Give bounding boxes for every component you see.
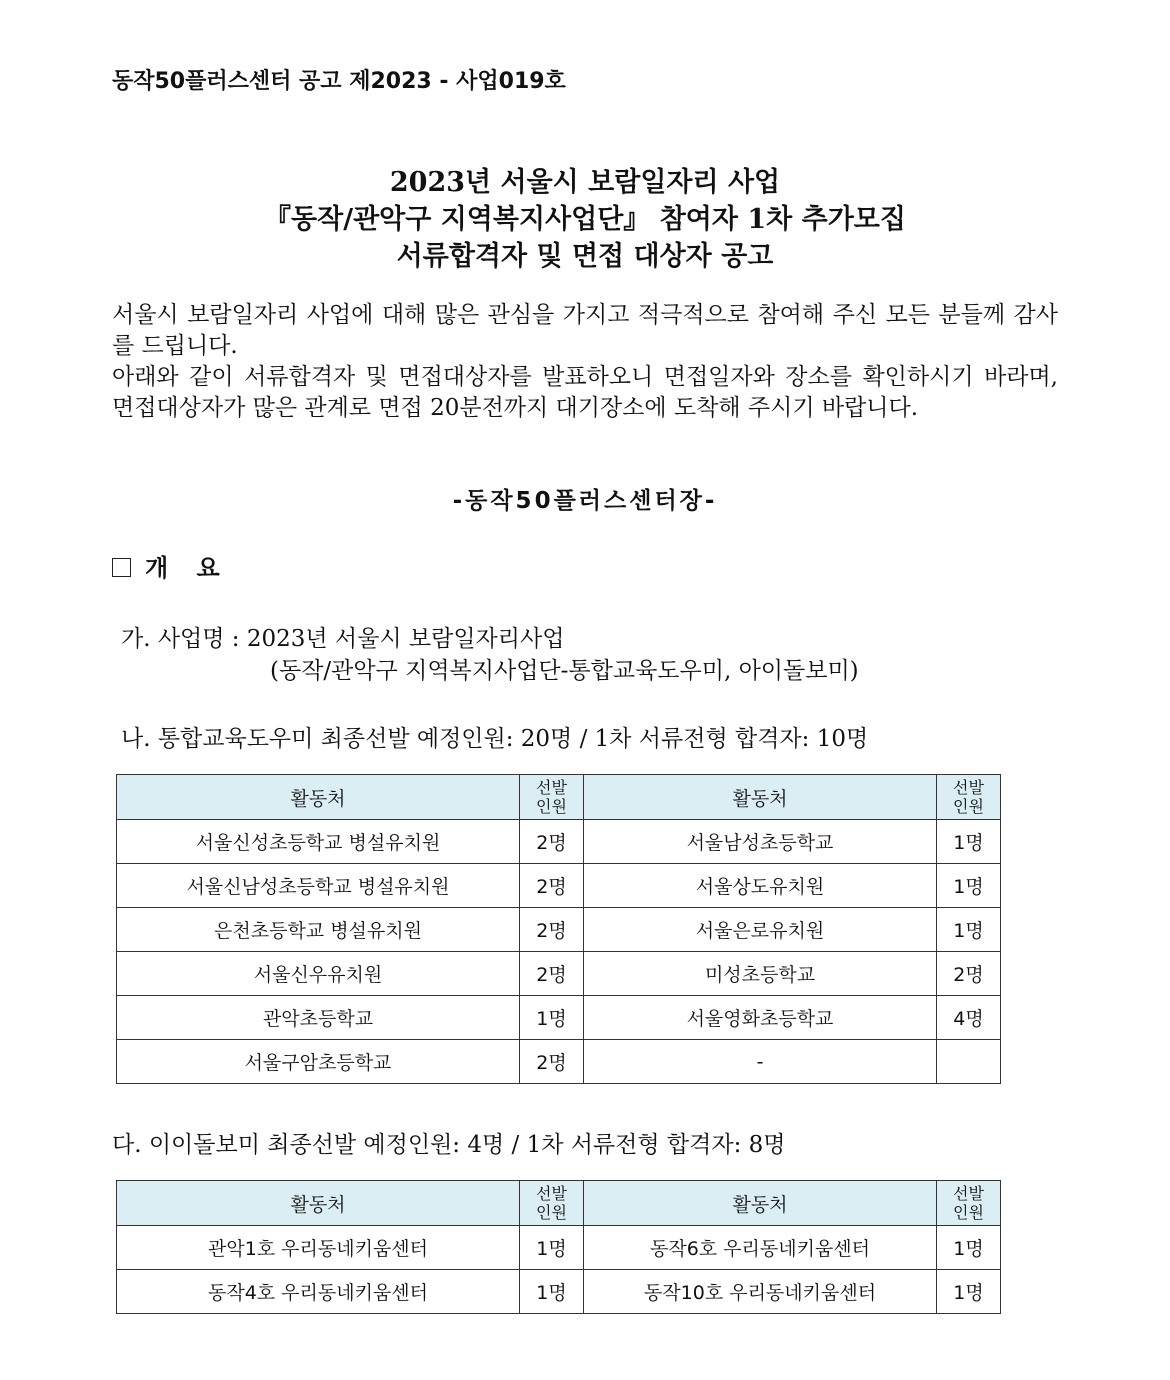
col-header-count: 선발 인원 bbox=[520, 1181, 584, 1226]
count-cell: 2명 bbox=[520, 952, 584, 996]
checkbox-square-icon bbox=[112, 558, 131, 577]
table-helpers bbox=[116, 774, 1001, 1084]
place-cell: 서울신성초등학교 병설유치원 bbox=[117, 820, 520, 864]
intro-paragraph-1: 서울시 보람일자리 사업에 대해 많은 관심을 가지고 적극적으로 참여해 주신 모든 분들께 감사를 드립니다. bbox=[112, 302, 1058, 359]
place-cell: 서울신남성초등학교 병설유치원 bbox=[117, 864, 520, 908]
place-cell: 동작10호 우리동네키움센터 bbox=[584, 1270, 937, 1314]
count-cell: 1명 bbox=[937, 1270, 1001, 1314]
table-row bbox=[117, 864, 1001, 908]
title-line-1: 2023년 서울시 보람일자리 사업 bbox=[389, 167, 781, 198]
count-cell: 2명 bbox=[520, 820, 584, 864]
place-cell: 미성초등학교 bbox=[584, 952, 937, 996]
count-cell: 1명 bbox=[937, 864, 1001, 908]
count-cell: 2명 bbox=[520, 1040, 584, 1084]
table-row bbox=[117, 1270, 1001, 1314]
count-cell: 1명 bbox=[937, 908, 1001, 952]
count-cell: 1명 bbox=[937, 1226, 1001, 1270]
table-row bbox=[117, 908, 1001, 952]
item-b-label: 나. 통합교육도우미 최종선발 예정인원: 20명 / 1차 서류전형 합격자: 10명 bbox=[121, 726, 869, 752]
col-header-count: 선발 인원 bbox=[520, 775, 584, 820]
place-cell: 서울상도유치원 bbox=[584, 864, 937, 908]
col-header-place: 활동처 bbox=[117, 1181, 520, 1226]
table-row bbox=[117, 996, 1001, 1040]
title-line-2: 『동작/관악구 지역복지사업단』 참여자 1차 추가모집 bbox=[264, 204, 906, 235]
place-cell: 동작4호 우리동네키움센터 bbox=[117, 1270, 520, 1314]
notice-number: 동작50플러스센터 공고 제2023 - 사업019호 bbox=[112, 69, 566, 94]
table-row bbox=[117, 1226, 1001, 1270]
table-row bbox=[117, 820, 1001, 864]
place-cell: 서울신우유치원 bbox=[117, 952, 520, 996]
intro-text bbox=[112, 300, 1058, 424]
count-cell: 4명 bbox=[937, 996, 1001, 1040]
count-cell: 1명 bbox=[520, 996, 584, 1040]
item-c-label: 다. 이이돌보미 최종선발 예정인원: 4명 / 1차 서류전형 합격자: 8명 bbox=[112, 1132, 786, 1158]
col-header-place: 활동처 bbox=[584, 775, 937, 820]
section-heading bbox=[112, 548, 230, 583]
place-cell: 동작6호 우리동네키움센터 bbox=[584, 1226, 937, 1270]
place-cell: 은천초등학교 병설유치원 bbox=[117, 908, 520, 952]
place-cell: 서울영화초등학교 bbox=[584, 996, 937, 1040]
item-a-sub: (동작/관악구 지역복지사업단-통합교육도우미, 아이돌보미) bbox=[270, 658, 859, 684]
table-row bbox=[117, 952, 1001, 996]
count-cell: 1명 bbox=[520, 1270, 584, 1314]
col-header-place: 활동처 bbox=[584, 1181, 937, 1226]
table-childcare bbox=[116, 1180, 1001, 1314]
place-cell: 서울구암초등학교 bbox=[117, 1040, 520, 1084]
place-cell: 서울은로유치원 bbox=[584, 908, 937, 952]
count-cell: 2명 bbox=[520, 864, 584, 908]
section-title: 개 요 bbox=[145, 554, 230, 582]
signer: -동작50플러스센터장- bbox=[452, 488, 718, 514]
title-line-3: 서류합격자 및 면접 대상자 공고 bbox=[396, 241, 774, 272]
place-cell: 관악1호 우리동네키움센터 bbox=[117, 1226, 520, 1270]
place-cell: 관악초등학교 bbox=[117, 996, 520, 1040]
count-cell: 2명 bbox=[520, 908, 584, 952]
col-header-place: 활동처 bbox=[117, 775, 520, 820]
col-header-count: 선발 인원 bbox=[937, 775, 1001, 820]
count-cell: 1명 bbox=[937, 820, 1001, 864]
col-header-count: 선발 인원 bbox=[937, 1181, 1001, 1226]
count-cell bbox=[937, 1040, 1001, 1084]
item-a-label: 가. 사업명 : 2023년 서울시 보람일자리사업 bbox=[121, 626, 565, 652]
count-cell: 2명 bbox=[937, 952, 1001, 996]
document-title bbox=[0, 164, 1170, 275]
intro-paragraph-2: 아래와 같이 서류합격자 및 면접대상자를 발표하오니 면접일자와 장소를 확인하시기 바라며, 면접대상자가 많은 관계로 면접 20분전까지 대기장소에 도착해 주시기 바랍니다. bbox=[112, 364, 1058, 421]
place-cell: - bbox=[584, 1040, 937, 1084]
count-cell: 1명 bbox=[520, 1226, 584, 1270]
place-cell: 서울남성초등학교 bbox=[584, 820, 937, 864]
table-row bbox=[117, 1040, 1001, 1084]
